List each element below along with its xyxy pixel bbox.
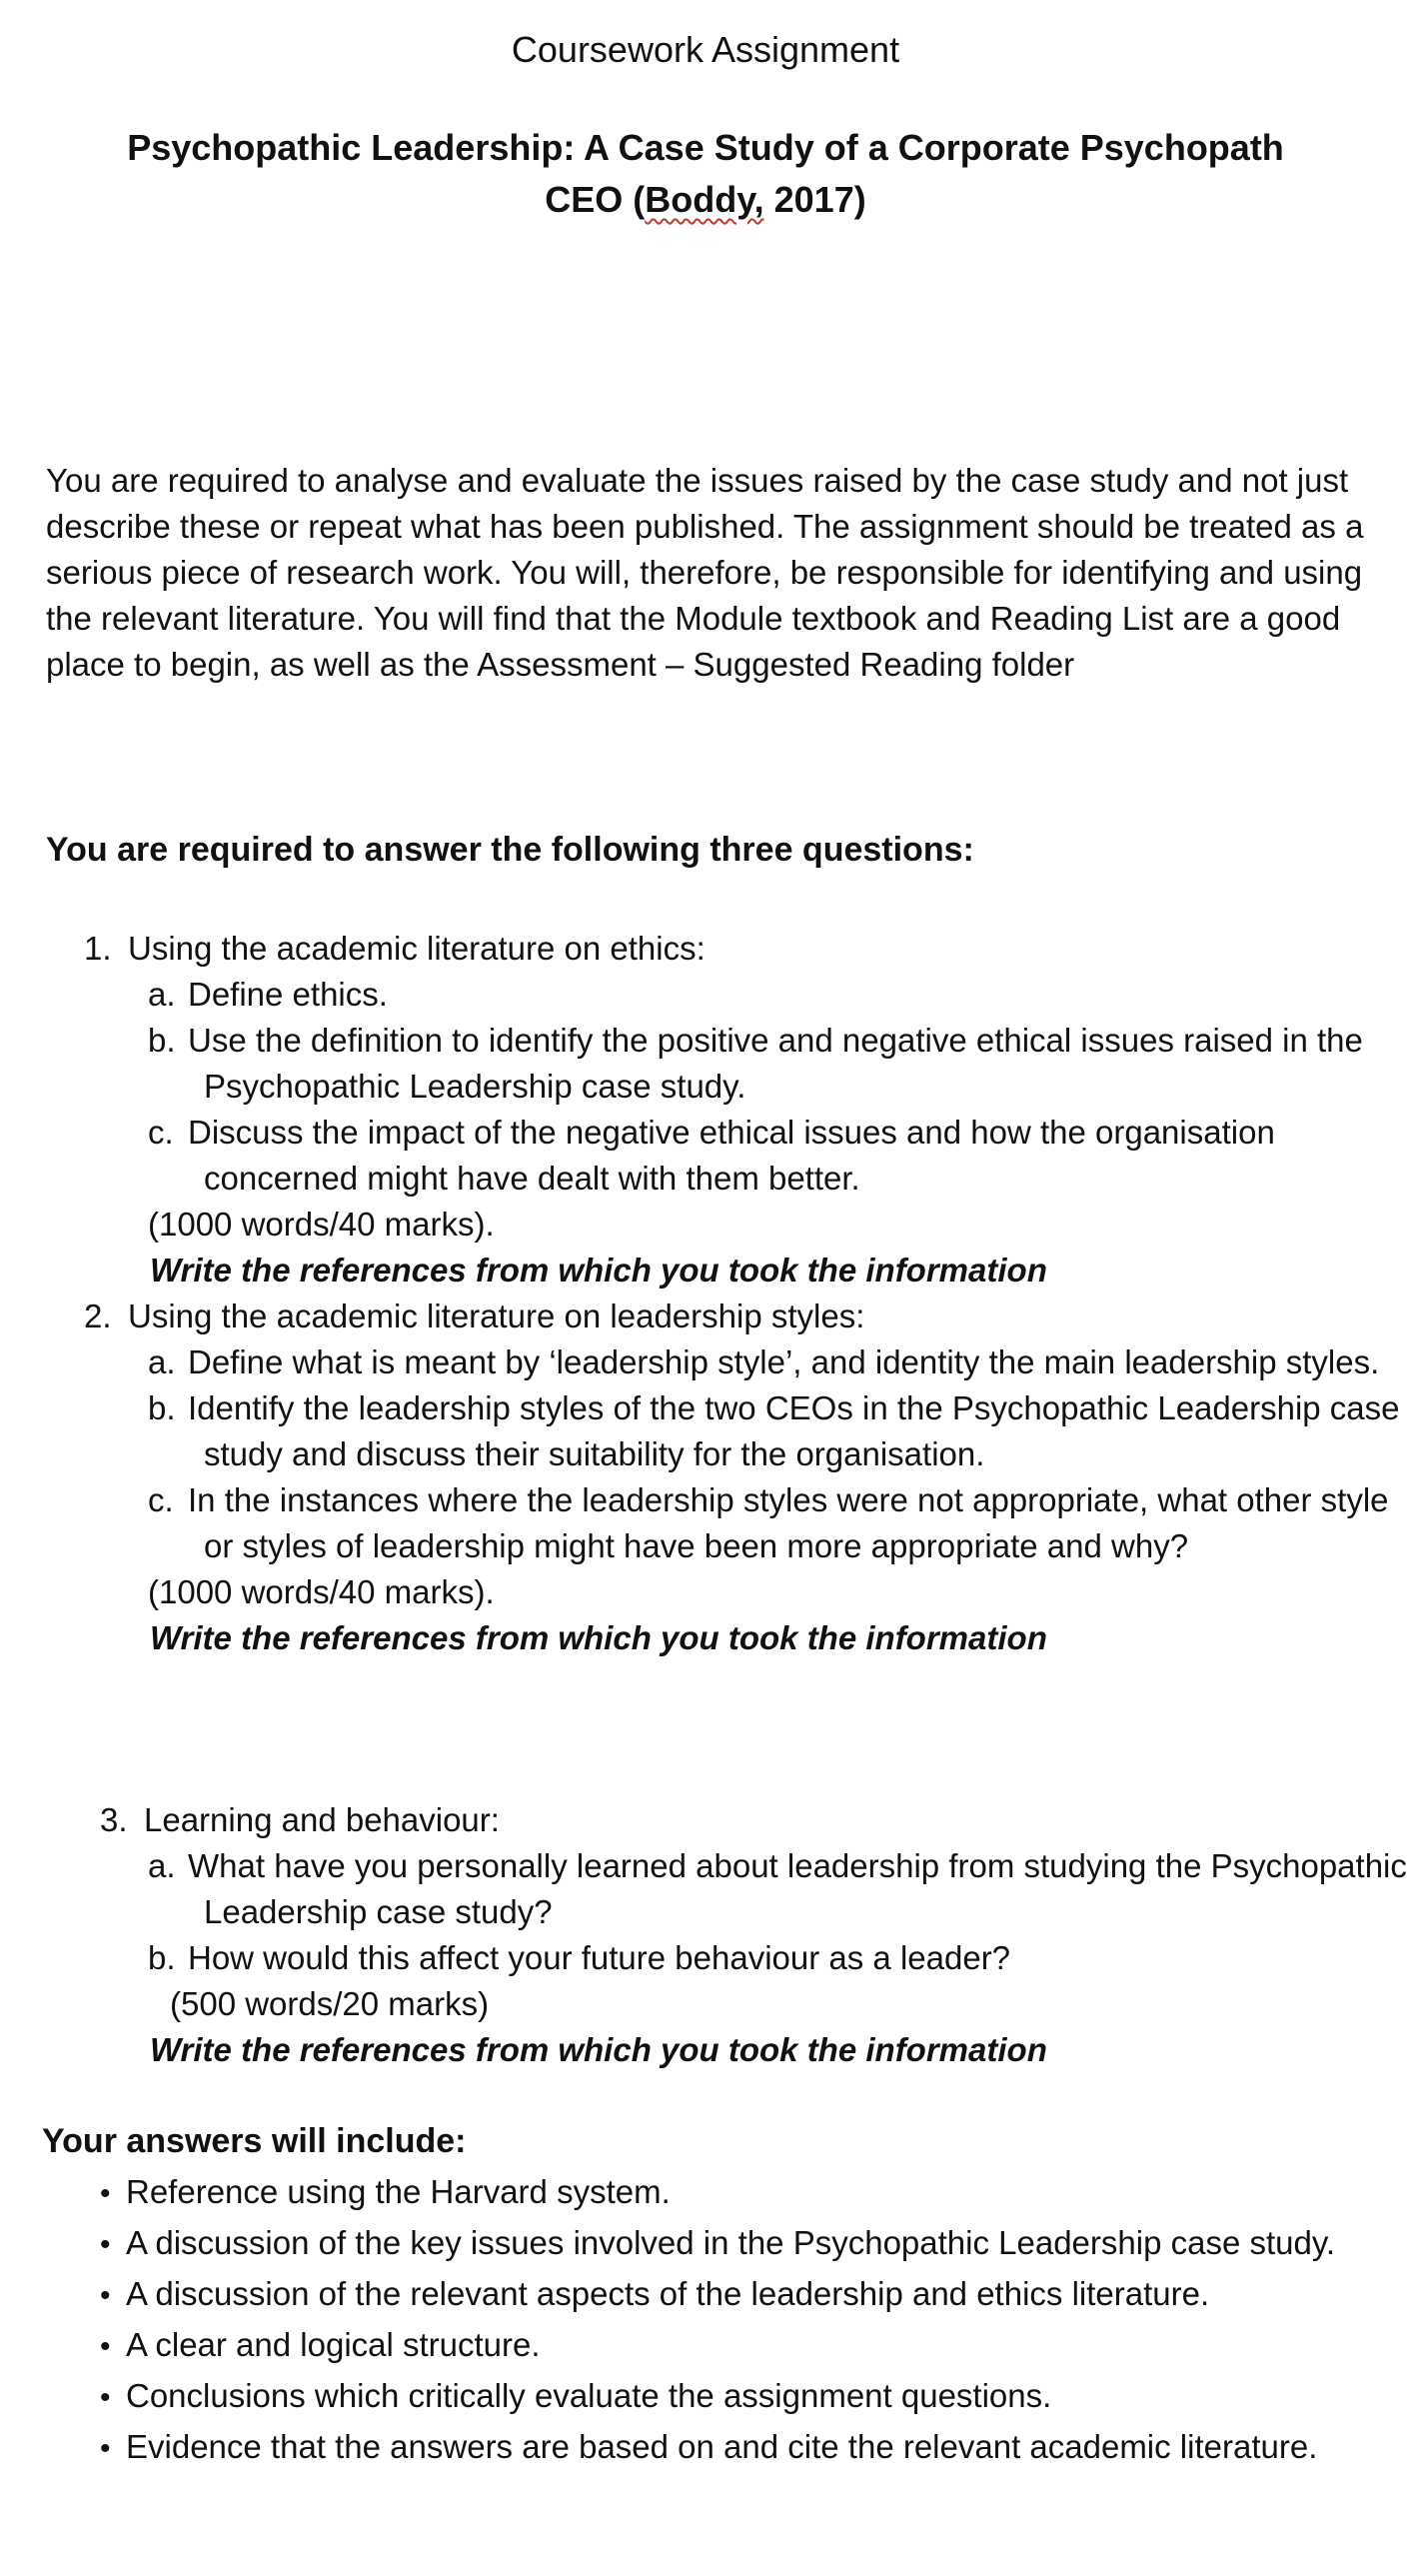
question-number: 2.: [84, 1297, 112, 1334]
question-number: 1.: [84, 930, 112, 967]
sub-question: [148, 972, 1411, 1018]
list-item-text: Evidence that the answers are based on and cite the relevant academic literature.: [126, 2428, 1318, 2465]
questions-heading: You are required to answer the following three questions:: [46, 831, 974, 869]
list-item: [100, 2167, 1339, 2218]
list-item: [100, 2218, 1339, 2269]
sub-question: [148, 1935, 1411, 1981]
word-count-marks: (1000 words/40 marks).: [148, 1573, 495, 1610]
bullet-icon: •: [100, 2330, 111, 2363]
sub-question-letter: b.: [148, 1939, 176, 1976]
references-instruction: Write the references from which you took the information: [150, 2031, 1047, 2068]
question-number: 3.: [100, 1801, 128, 1838]
word-count-marks: (500 words/20 marks): [170, 1985, 490, 2022]
list-item-text: A discussion of the key issues involved in the Psychopathic Leadership case study.: [126, 2224, 1336, 2261]
answers-heading: Your answers will include:: [42, 2122, 467, 2160]
question-2: [0, 1293, 1411, 1661]
question-title: [100, 1797, 1411, 1843]
bullet-icon: •: [100, 2432, 111, 2465]
intro-paragraph: You are required to analyse and evaluate the issues raised by the case study and not just describe these or repeat what has been published. The assignment should be treated as a serious piece of research work. You will, therefore, be responsible for identifying and using the relevant literature. You will find that the Module textbook and Reading List are a good place to begin, as well as the Assessment – Suggested Reading folder: [46, 462, 1364, 683]
title-line-2: [60, 174, 1351, 226]
sub-question-text: Use the definition to identify the positive and negative ethical issues raised in the Psychopathic Leadership case study.: [188, 1022, 1363, 1105]
list-item: [100, 2422, 1339, 2473]
question-3: [0, 1797, 1411, 2073]
sub-question-text: In the instances where the leadership styles were not appropriate, what other style or styles of leadership might have been more appropriate and why?: [188, 1481, 1389, 1564]
list-item: [100, 2371, 1339, 2422]
title-line-2-suffix: 2017): [763, 179, 866, 220]
question-title: [84, 1293, 1411, 1339]
header-title: Coursework Assignment: [511, 29, 900, 70]
bullet-icon: •: [100, 2381, 111, 2414]
sub-question-text: Identify the leadership styles of the two CEOs in the Psychopathic Leadership case study and discuss their suitability for the organisation.: [188, 1389, 1400, 1472]
sub-question-text: Define what is meant by ‘leadership style’, and identity the main leadership styles.: [188, 1343, 1380, 1380]
sub-question-letter: a.: [148, 976, 176, 1013]
title-line-2-prefix: CEO (: [545, 179, 646, 220]
sub-question: [148, 1110, 1411, 1202]
sub-question-letter: c.: [148, 1481, 174, 1518]
word-count-marks: (1000 words/40 marks).: [148, 1206, 495, 1243]
question-title: [84, 926, 1411, 972]
sub-question: [148, 1843, 1411, 1935]
bullet-icon: •: [100, 2177, 111, 2210]
sub-question: [148, 1339, 1411, 1385]
bullet-icon: •: [100, 2228, 111, 2261]
sub-question-letter: b.: [148, 1022, 176, 1059]
sub-question-text: What have you personally learned about leadership from studying the Psychopathic Leadership case study?: [188, 1847, 1407, 1930]
question-title-text: Using the academic literature on leadership styles:: [128, 1297, 865, 1334]
sub-question-letter: a.: [148, 1343, 176, 1380]
answers-list: [0, 2167, 1411, 2473]
list-item: [100, 2320, 1339, 2371]
references-instruction: Write the references from which you took the information: [150, 1619, 1047, 1656]
sub-question-text: How would this affect your future behaviour as a leader?: [188, 1939, 1011, 1976]
list-item-text: Conclusions which critically evaluate the assignment questions.: [126, 2377, 1052, 2414]
document-title: [60, 122, 1351, 226]
sub-question-text: Discuss the impact of the negative ethical issues and how the organisation concerned might have dealt with them better.: [188, 1114, 1275, 1197]
question-title-text: Using the academic literature on ethics:: [128, 930, 706, 967]
question-1: [0, 926, 1411, 1293]
sub-question-letter: b.: [148, 1389, 176, 1426]
list-item-text: A discussion of the relevant aspects of the leadership and ethics literature.: [126, 2275, 1210, 2312]
bullet-icon: •: [100, 2279, 111, 2312]
references-instruction: Write the references from which you took the information: [150, 1252, 1047, 1288]
title-line-1: Psychopathic Leadership: A Case Study of a Corporate Psychopath: [127, 127, 1284, 168]
sub-question-text: Define ethics.: [188, 976, 388, 1013]
list-item-text: Reference using the Harvard system.: [126, 2173, 671, 2210]
sub-question: [148, 1385, 1411, 1477]
sub-question: [148, 1477, 1411, 1569]
list-item: [100, 2269, 1339, 2320]
sub-question: [148, 1018, 1411, 1110]
title-author: Boddy,: [645, 179, 764, 220]
sub-question-letter: a.: [148, 1847, 176, 1884]
sub-question-letter: c.: [148, 1114, 174, 1151]
list-item-text: A clear and logical structure.: [126, 2326, 541, 2363]
question-title-text: Learning and behaviour:: [144, 1801, 500, 1838]
